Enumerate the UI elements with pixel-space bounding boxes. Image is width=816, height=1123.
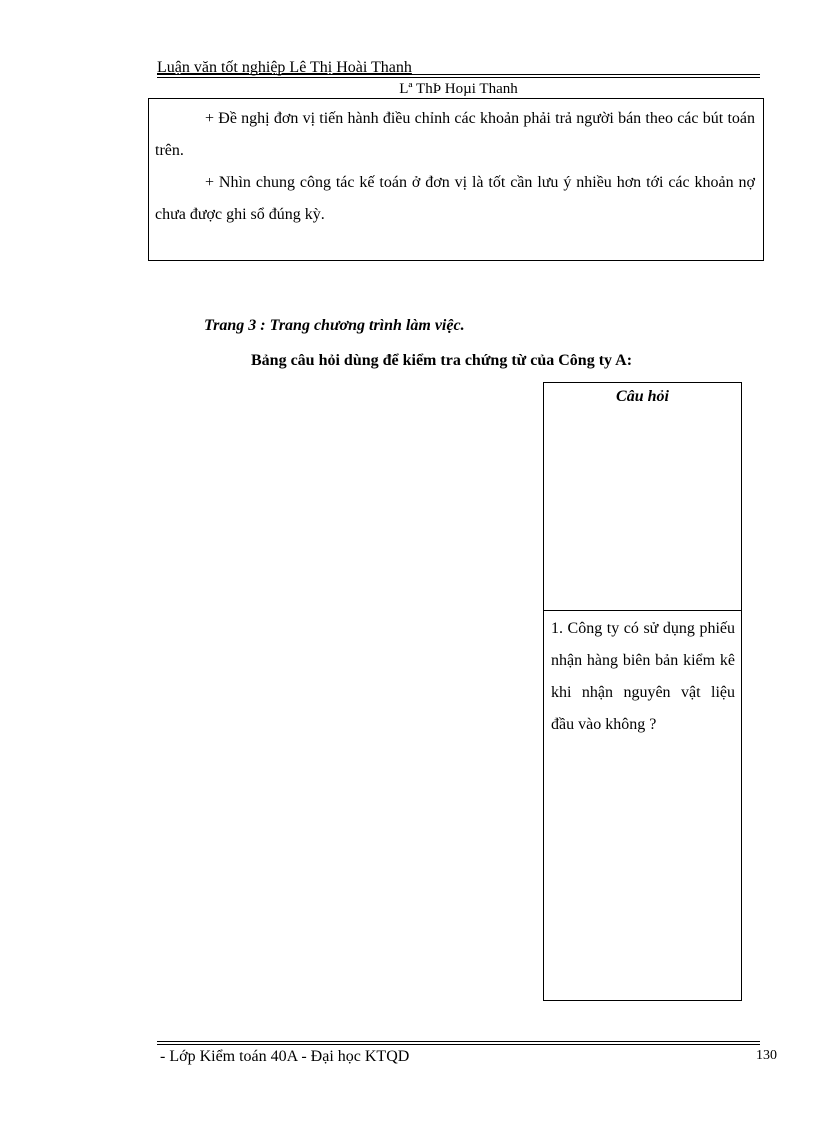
- conclusion-note-box: [148, 98, 764, 261]
- section-title: Trang 3 : Trang chương trình làm việc.: [204, 317, 465, 334]
- page-number: 130: [756, 1048, 777, 1063]
- note-paragraph-2: + Nhìn chung công tác kế toán ở đơn vị là tốt cần lưu ý nhiều hơn tới các khoản nợ chưa được ghi sổ đúng kỳ.: [155, 174, 755, 223]
- table-title: Bảng câu hỏi dùng để kiểm tra chứng từ của Công ty A:: [251, 352, 633, 369]
- question-table-header: Câu hỏi: [544, 383, 741, 611]
- running-title: Luận văn tốt nghiệp Lê Thị Hoài Thanh: [157, 59, 412, 76]
- note-paragraph-1: + Đề nghị đơn vị tiến hành điều chỉnh các khoản phải trả người bán theo các bút toán trên.: [155, 110, 755, 159]
- header-rule-bottom: [157, 77, 760, 78]
- question-row-1: 1. Công ty có sử dụng phiếu nhận hàng biên bản kiểm kê khi nhận nguyên vật liệu đầu vào không ?: [551, 620, 735, 733]
- footer-rule-top: [157, 1041, 760, 1042]
- question-table: [543, 382, 742, 1001]
- footer-rule-bottom: [157, 1044, 760, 1045]
- footer-text: - Lớp Kiểm toán 40A - Đại học KTQD: [160, 1048, 410, 1065]
- header-rule-top: [157, 74, 760, 75]
- author-line: Lª ThÞ Hoµi Thanh: [399, 81, 518, 97]
